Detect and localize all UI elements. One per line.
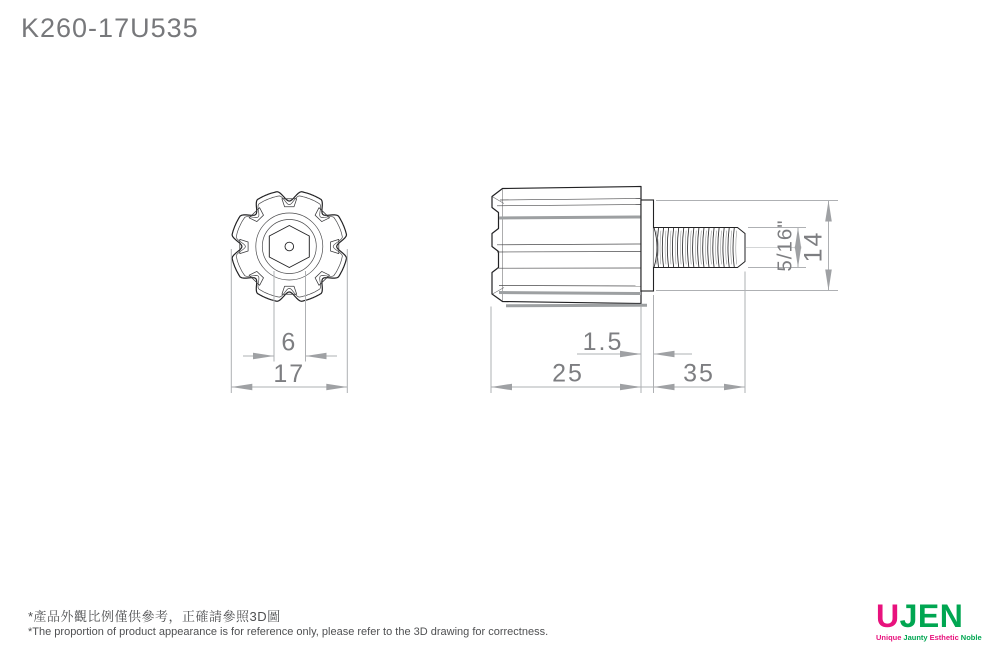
dim-body-length: 25 [552,359,584,388]
note-english: *The proportion of product appearance is for reference only, please refer to the 3D drawing for correctness. [28,626,549,638]
logo-wordmark [876,600,996,632]
dim-hex-width: 6 [281,328,298,357]
dim-mount-diameter: 14 [799,230,828,263]
note-chinese: *產品外觀比例僅供參考，正確請參照3D圖 [28,609,281,624]
ujen-logo [876,600,996,642]
front-view [232,192,346,302]
logo-letter-u: U [876,598,900,634]
logo-tagline: Unique Jaunty Esthetic Noble [876,633,982,642]
part-number-title: K260-17U535 [21,13,199,43]
face-circle-outer [256,213,323,280]
dim-knob-diameter: 17 [273,360,306,388]
dimension-annotations [231,201,838,394]
dim-thread-length: 35 [683,359,715,388]
flange-cap [641,200,654,291]
footnotes [28,608,548,640]
logo-letters-jen: JEN [899,598,964,634]
face-circle-inner [262,220,316,274]
dim-thread-size: 5/16" [773,219,797,272]
hex-boss [269,226,309,268]
center-hole [285,242,294,251]
dim-flange-thickness: 1.5 [582,328,624,356]
knob-scalloped-inner-edge [236,196,342,297]
knob-scalloped-outline [232,192,346,302]
side-view [492,187,801,306]
